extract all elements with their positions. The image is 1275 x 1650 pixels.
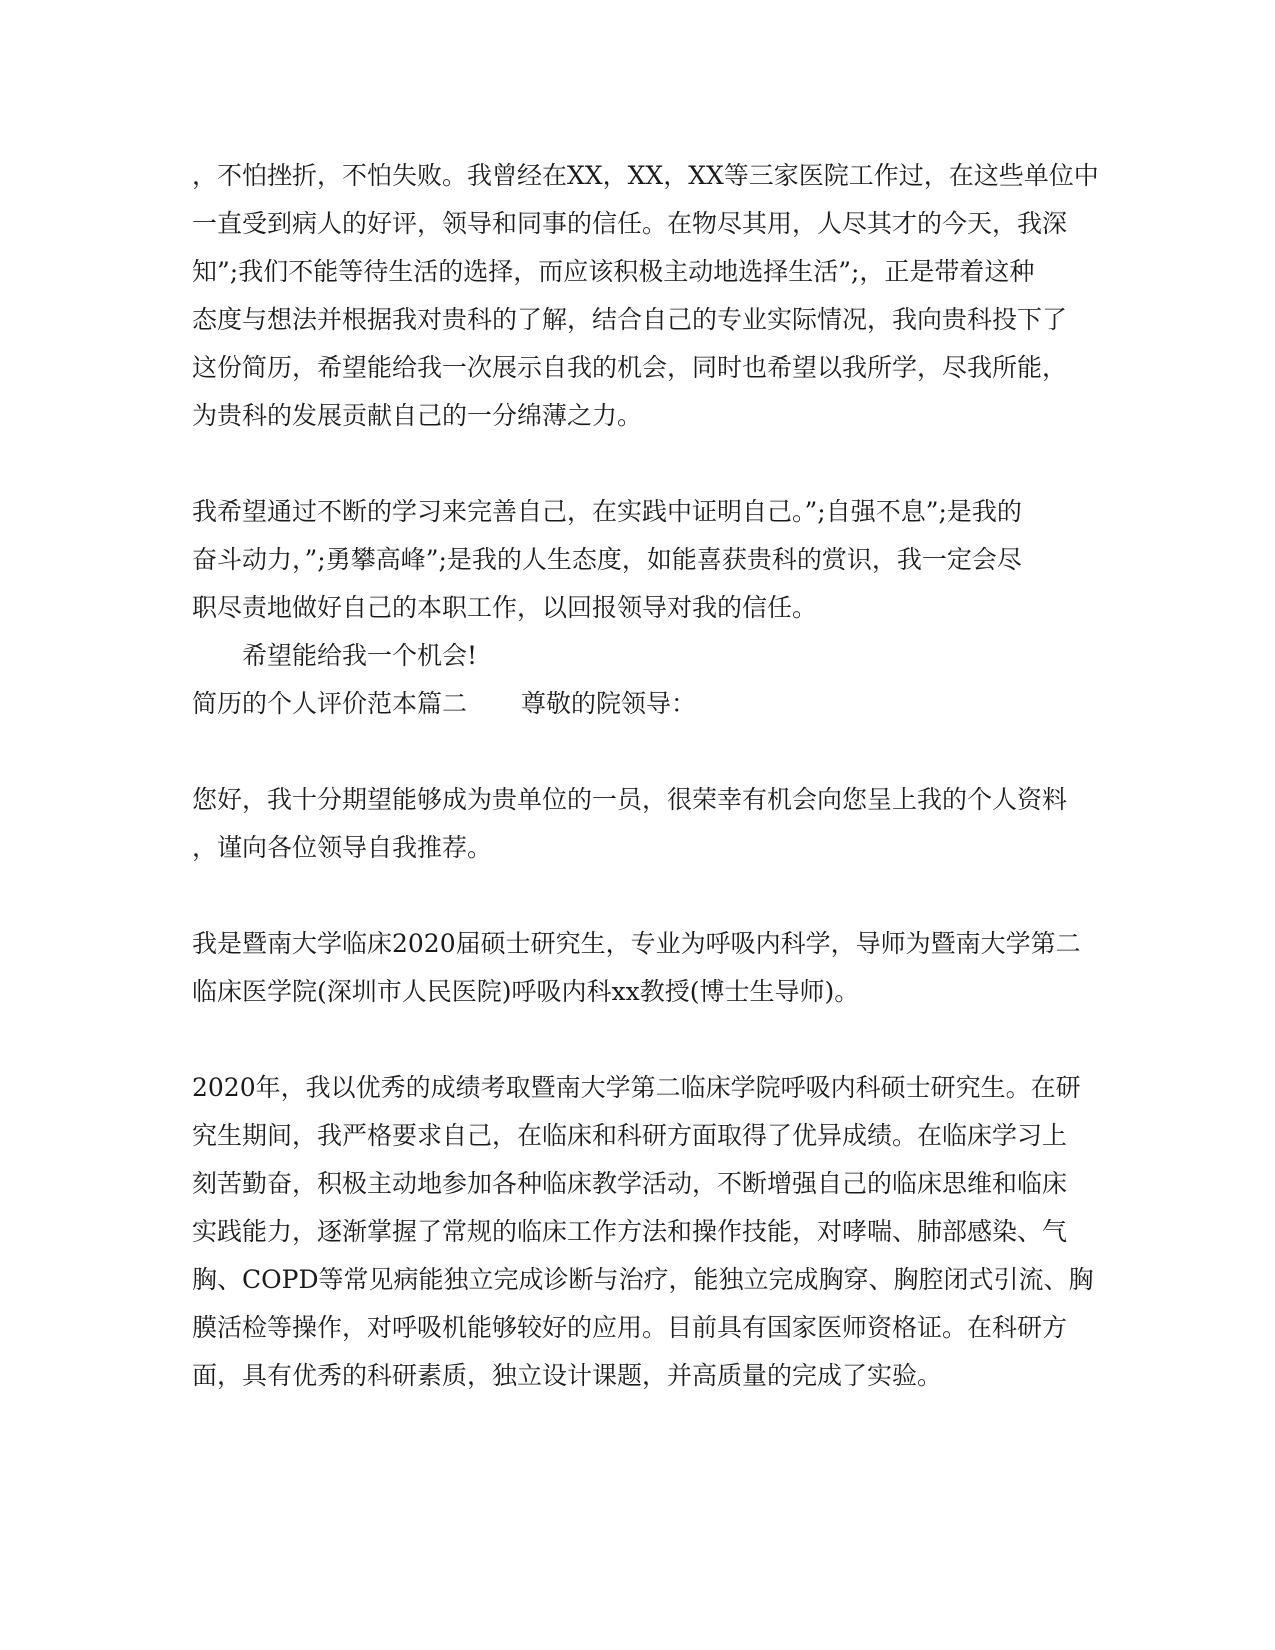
text-line: 奋斗动力，”;勇攀高峰”;是我的人生态度，如能喜获贵科的赏识，我一定会尽	[192, 545, 1022, 574]
paragraph-aspiration	[192, 488, 1077, 632]
text-line: 态度与想法并根据我对贵科的了解，结合自己的专业实际情况，我向贵科投下了	[192, 305, 1068, 334]
paragraph-gap	[192, 872, 1077, 920]
text-line: 职尽责地做好自己的本职工作，以回报领导对我的信任。	[192, 593, 818, 622]
paragraph-education	[192, 920, 1081, 1016]
text-line: 2020年，我以优秀的成绩考取暨南大学第二临床学院呼吸内科硕士研究生。在研	[192, 1073, 1081, 1102]
paragraph-greeting	[192, 776, 1077, 872]
section-break	[192, 632, 1077, 728]
text-line: 这份简历，希望能给我一次展示自我的机会，同时也希望以我所学，尽我所能，	[192, 353, 1068, 382]
text-line: 实践能力，逐渐掌握了常规的临床工作方法和操作技能，对哮喘、肺部感染、气	[192, 1217, 1068, 1246]
text-line: 究生期间，我严格要求自己，在临床和科研方面取得了优异成绩。在临床学习上	[192, 1121, 1068, 1150]
text-line: 面，具有优秀的科研素质，独立设计课题，并高质量的完成了实验。	[192, 1361, 943, 1390]
text-line: 刻苦勤奋，积极主动地参加各种临床教学活动，不断增强自己的临床思维和临床	[192, 1169, 1068, 1198]
section-heading-row	[192, 680, 1077, 728]
paragraph-gap	[192, 1016, 1077, 1064]
text-line: ，谨向各位领导自我推荐。	[192, 833, 493, 862]
text-line: 我希望通过不断的学习来完善自己，在实践中证明自己。”;自强不息”;是我的	[192, 497, 1022, 526]
paragraph-achievements	[192, 1064, 1094, 1400]
text-line: 一直受到病人的好评，领导和同事的信任。在物尽其用，人尽其才的今天，我深	[192, 209, 1068, 238]
paragraph-experience	[192, 152, 1099, 440]
section-title: 简历的个人评价范本篇二	[192, 689, 468, 718]
closing-line: 希望能给我一个机会!	[242, 641, 478, 670]
text-line: 为贵科的发展贡献自己的一分绵薄之力。	[192, 401, 643, 430]
text-line: ，不怕挫折，不怕失败。我曾经在XX，XX，XX等三家医院工作过，在这些单位中	[192, 161, 1099, 190]
text-line: 您好，我十分期望能够成为贵单位的一员，很荣幸有机会向您呈上我的个人资料	[192, 785, 1068, 814]
salutation: 尊敬的院领导：	[521, 689, 697, 718]
paragraph-gap	[192, 440, 1077, 488]
paragraph-gap	[192, 728, 1077, 776]
document-body	[192, 152, 1099, 1400]
text-line: 我是暨南大学临床2020届硕士研究生，专业为呼吸内科学，导师为暨南大学第二	[192, 929, 1081, 958]
text-line: 胸、COPD等常见病能独立完成诊断与治疗，能独立完成胸穿、胸腔闭式引流、胸	[192, 1265, 1094, 1294]
text-line: 膜活检等操作，对呼吸机能够较好的应用。目前具有国家医师资格证。在科研方	[192, 1313, 1068, 1342]
text-line: 临床医学院(深圳市人民医院)呼吸内科xx教授(博士生导师)。	[192, 977, 860, 1006]
text-line: 知”;我们不能等待生活的选择，而应该积极主动地选择生活”;，正是带着这种	[192, 257, 1035, 286]
